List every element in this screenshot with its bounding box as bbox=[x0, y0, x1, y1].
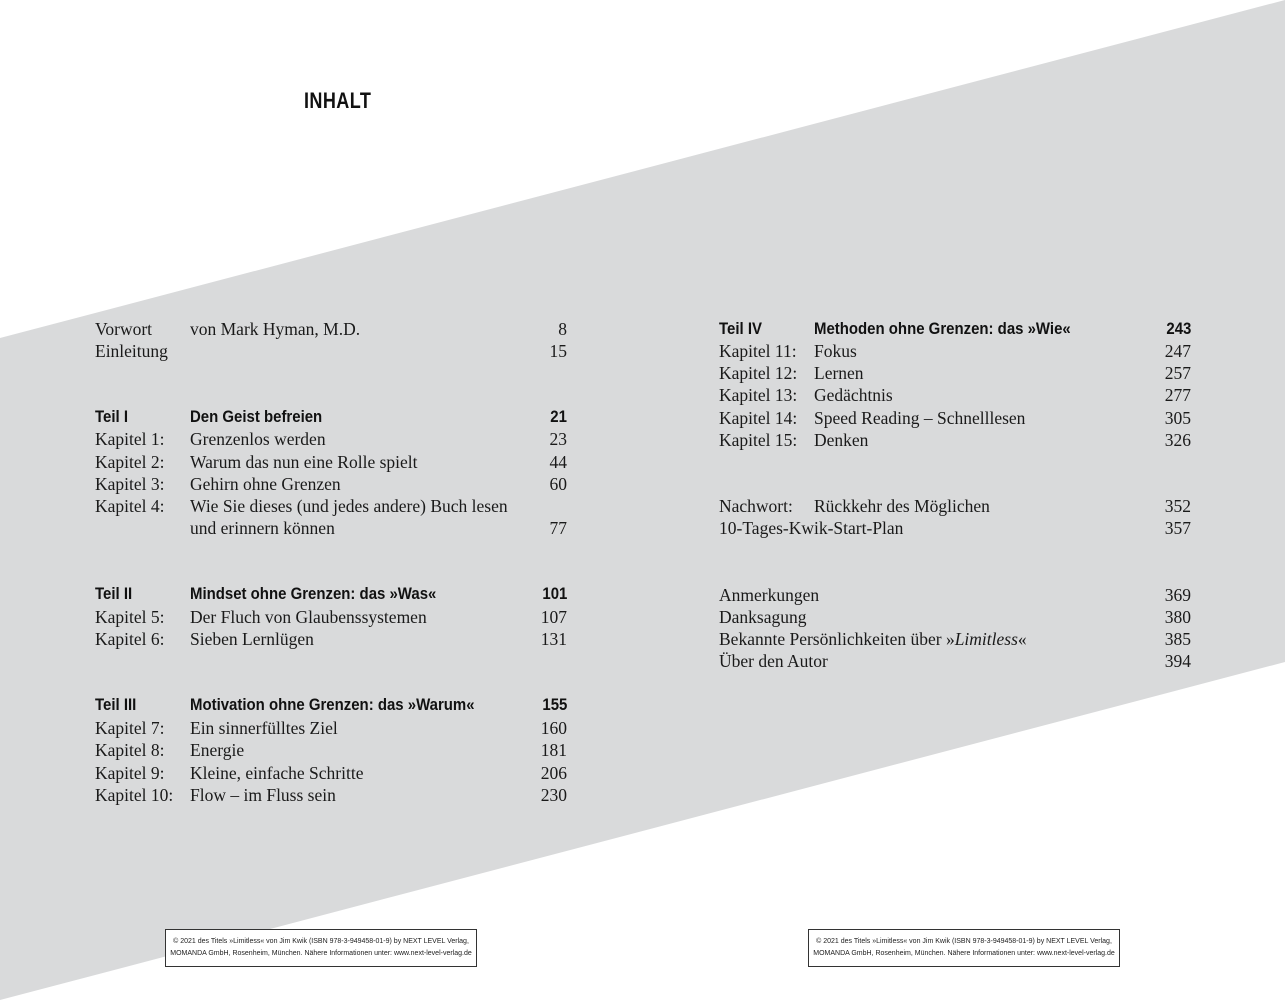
toc-entry bbox=[719, 407, 1191, 429]
toc-entry bbox=[95, 318, 567, 340]
toc-entry bbox=[95, 694, 567, 716]
toc-entry-page: 101 bbox=[542, 584, 567, 603]
toc-entry-title: Rückkehr des Möglichen bbox=[814, 496, 990, 516]
toc-entry bbox=[719, 517, 1191, 539]
toc-entry-title: Ein sinnerfülltes Ziel bbox=[190, 718, 338, 738]
toc-entry-label: Kapitel 6: bbox=[95, 629, 165, 649]
toc-entry-label: Kapitel 5: bbox=[95, 607, 165, 627]
toc-entry-title: Den Geist befreien bbox=[190, 407, 323, 426]
toc-entry-page: 257 bbox=[1164, 363, 1191, 383]
toc-entry-title: Methoden ohne Grenzen: das »Wie« bbox=[814, 319, 1071, 338]
toc-entry-title: Speed Reading – Schnelllesen bbox=[814, 408, 1026, 428]
toc-entry bbox=[95, 340, 567, 362]
toc-entry-page: 44 bbox=[549, 452, 567, 472]
toc-entry bbox=[95, 406, 567, 428]
toc-entry-label: Kapitel 3: bbox=[95, 474, 165, 494]
toc-entry-title: Lernen bbox=[814, 363, 864, 383]
toc-entry bbox=[95, 583, 567, 605]
toc-entry-page: 230 bbox=[540, 785, 567, 805]
toc-entry-title: Motivation ohne Grenzen: das »Warum« bbox=[190, 695, 475, 714]
toc-entry-page: 23 bbox=[549, 429, 567, 449]
toc-entry bbox=[95, 451, 567, 473]
toc-entry-label: Vorwort bbox=[95, 319, 153, 339]
toc-entry bbox=[95, 606, 567, 628]
toc-entry bbox=[719, 340, 1191, 362]
copyright-line-1: © 2021 des Titels »Limitless« von Jim Kwik (ISBN 978-3-949458-01-9) by NEXT LEVEL Verlag, bbox=[816, 938, 1112, 945]
toc-entry-title: Warum das nun eine Rolle spielt bbox=[190, 452, 418, 472]
toc-entry-label: Teil I bbox=[95, 407, 128, 426]
toc-entry bbox=[95, 717, 567, 739]
toc-entry-title: Flow – im Fluss sein bbox=[190, 785, 336, 805]
toc-entry-page: 155 bbox=[542, 695, 567, 714]
toc-entry bbox=[95, 784, 567, 806]
toc-entry bbox=[719, 384, 1191, 406]
toc-entry-page: 243 bbox=[1166, 319, 1191, 338]
toc-entry-title: Denken bbox=[814, 430, 869, 450]
toc-entry-title: Kleine, einfache Schritte bbox=[190, 763, 364, 783]
toc-entry-title: Gehirn ohne Grenzen bbox=[190, 474, 341, 494]
toc-entry-label: Kapitel 15: bbox=[719, 430, 798, 450]
toc-entry-label: Teil III bbox=[95, 695, 137, 714]
page-title: INHALT bbox=[304, 88, 372, 113]
toc-entry bbox=[719, 606, 1191, 628]
toc-entry-label: Kapitel 9: bbox=[95, 763, 165, 783]
toc-entry-title: Energie bbox=[190, 740, 245, 760]
toc-entry bbox=[95, 495, 567, 517]
toc-entry-page: 305 bbox=[1164, 408, 1191, 428]
toc-entry-label: Teil II bbox=[95, 584, 133, 603]
toc-entry bbox=[719, 318, 1191, 340]
toc-entry-label: Kapitel 4: bbox=[95, 496, 165, 516]
toc-entry-page: 247 bbox=[1164, 341, 1191, 361]
toc-entry bbox=[95, 473, 567, 495]
toc-entry bbox=[95, 762, 567, 784]
toc-entry-page: 394 bbox=[1164, 651, 1191, 671]
toc-entry-title: Wie Sie dieses (und jedes andere) Buch lesen bbox=[190, 496, 508, 516]
toc-entry-label: Kapitel 1: bbox=[95, 429, 165, 449]
toc-entry-page: 352 bbox=[1164, 496, 1191, 516]
toc-entry bbox=[95, 517, 567, 539]
toc-entry bbox=[719, 495, 1191, 517]
toc-entry-title: Grenzenlos werden bbox=[190, 429, 326, 449]
book-title-italic: Limitless bbox=[954, 629, 1018, 649]
toc-entry-label: Bekannte Persönlichkeiten über »Limitless« bbox=[719, 629, 1027, 649]
toc-entry-label: Kapitel 8: bbox=[95, 740, 165, 760]
toc-entry-label: Einleitung bbox=[95, 341, 168, 361]
toc-entry-page: 160 bbox=[540, 718, 567, 738]
toc-entry-page: 380 bbox=[1164, 607, 1191, 627]
toc-entry-title: von Mark Hyman, M.D. bbox=[190, 319, 361, 339]
toc-entry-page: 369 bbox=[1164, 585, 1191, 605]
toc-entry-page: 131 bbox=[540, 629, 567, 649]
toc-entry-page: 206 bbox=[540, 763, 567, 783]
toc-entry-title: Mindset ohne Grenzen: das »Was« bbox=[190, 584, 437, 603]
copyright-line-2: MOMANDA GmbH, Rosenheim, München. Nähere Informationen unter: www.next-level-verlag.de bbox=[170, 950, 472, 957]
copyright-box-left bbox=[165, 929, 477, 967]
toc-entry bbox=[719, 429, 1191, 451]
toc-entry-label: Über den Autor bbox=[719, 651, 828, 671]
toc-entry-page: 8 bbox=[558, 319, 567, 339]
toc-entry-label: Kapitel 7: bbox=[95, 718, 165, 738]
toc-entry-title: Fokus bbox=[814, 341, 857, 361]
toc-entry-label: 10-Tages-Kwik-Start-Plan bbox=[719, 518, 904, 538]
toc-entry-title: Der Fluch von Glaubenssystemen bbox=[190, 607, 427, 627]
toc-entry-title: Gedächtnis bbox=[814, 385, 893, 405]
toc-entry-label: Kapitel 13: bbox=[719, 385, 798, 405]
copyright-line-1: © 2021 des Titels »Limitless« von Jim Kwik (ISBN 978-3-949458-01-9) by NEXT LEVEL Verlag, bbox=[173, 938, 469, 945]
toc-entry-page: 326 bbox=[1164, 430, 1191, 450]
toc-entry bbox=[95, 739, 567, 761]
toc-entry-page: 60 bbox=[549, 474, 567, 494]
copyright-box-right bbox=[808, 929, 1120, 967]
toc-entry-title: Sieben Lernlügen bbox=[190, 629, 314, 649]
toc-entry-label: Kapitel 2: bbox=[95, 452, 165, 472]
toc-entry-label: Kapitel 11: bbox=[719, 341, 797, 361]
toc-entry-label: Kapitel 14: bbox=[719, 408, 798, 428]
toc-entry-title: und erinnern können bbox=[190, 518, 335, 538]
toc-entry-label: Anmerkungen bbox=[719, 585, 820, 605]
toc-entry-page: 77 bbox=[549, 518, 567, 538]
toc-entry-label: Teil IV bbox=[719, 319, 762, 338]
copyright-line-2: MOMANDA GmbH, Rosenheim, München. Nähere Informationen unter: www.next-level-verlag.de bbox=[813, 950, 1115, 957]
toc-entry-label: Danksagung bbox=[719, 607, 807, 627]
toc-entry bbox=[719, 362, 1191, 384]
toc-entry bbox=[95, 428, 567, 450]
toc-entry-label: Kapitel 12: bbox=[719, 363, 798, 383]
toc-entry-page: 181 bbox=[540, 740, 567, 760]
toc-entry-page: 357 bbox=[1164, 518, 1191, 538]
toc-entry-label: Nachwort: bbox=[719, 496, 793, 516]
toc-entry bbox=[719, 650, 1191, 672]
toc-entry-page: 277 bbox=[1164, 385, 1191, 405]
toc-entry-label: Kapitel 10: bbox=[95, 785, 174, 805]
toc-entry-page: 107 bbox=[540, 607, 567, 627]
toc-entry-page: 385 bbox=[1164, 629, 1191, 649]
toc-entry-page: 21 bbox=[550, 407, 567, 426]
toc-entry-page: 15 bbox=[549, 341, 567, 361]
toc-entry bbox=[95, 628, 567, 650]
toc-entry bbox=[719, 584, 1191, 606]
toc-entry bbox=[719, 628, 1191, 650]
